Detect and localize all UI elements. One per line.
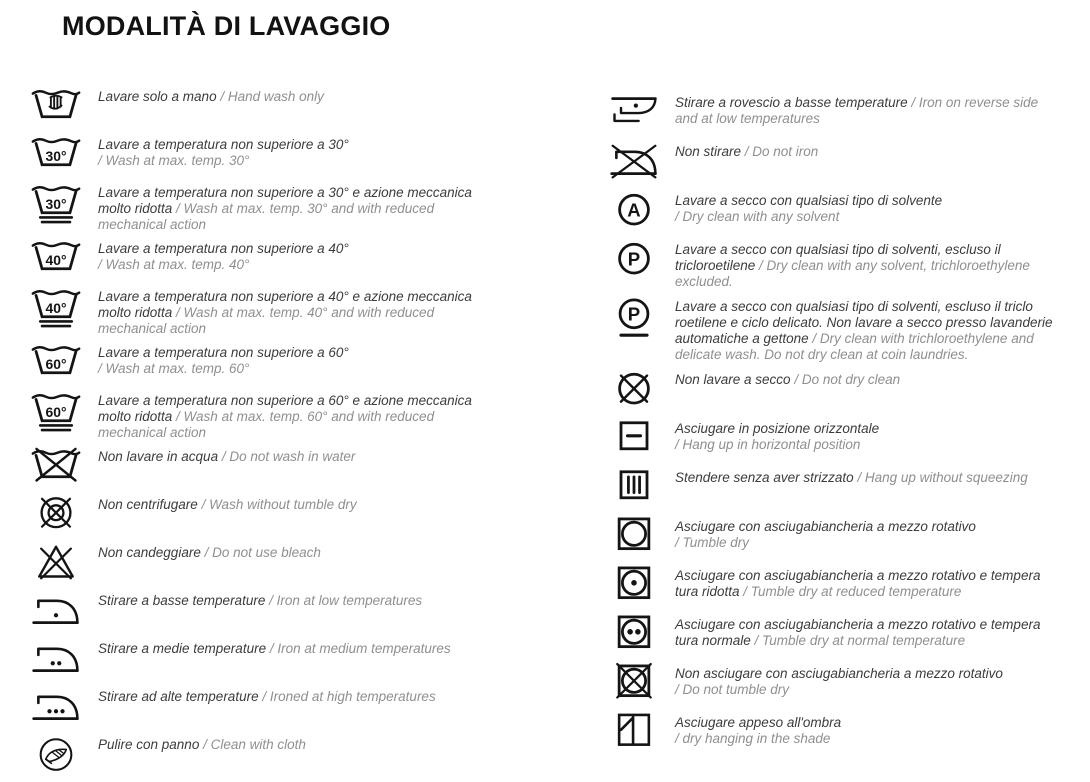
english-text: / Wash at max. temp. 40° and with reduced bbox=[176, 305, 435, 320]
description-line bbox=[675, 242, 1030, 258]
english-text: mechanical action bbox=[98, 217, 207, 232]
description-line bbox=[675, 315, 1052, 331]
wash-temp-reduced-icon bbox=[30, 182, 98, 225]
care-item-description bbox=[675, 369, 900, 388]
tumble-dry-normal-icon bbox=[608, 614, 675, 657]
english-text: / Iron at medium temperatures bbox=[269, 641, 451, 656]
english-text: / Do not wash in water bbox=[221, 449, 356, 464]
care-item-no-dry-clean bbox=[608, 369, 1086, 412]
care-item-description bbox=[675, 712, 841, 747]
english-text: / Wash without tumble dry bbox=[201, 497, 357, 512]
description-line bbox=[98, 305, 472, 321]
tumble-dry-icon bbox=[608, 516, 675, 559]
description-line bbox=[675, 666, 1003, 682]
drip-dry-icon bbox=[608, 467, 675, 510]
italian-text: tricloroetilene bbox=[675, 258, 760, 273]
description-line bbox=[675, 617, 1040, 633]
description-line bbox=[98, 89, 324, 105]
care-item-iron-reverse bbox=[608, 92, 1086, 135]
italian-text: Lavare a temperatura non superiore a 30° bbox=[98, 137, 349, 152]
svg-text:A: A bbox=[627, 199, 641, 221]
svg-text:P: P bbox=[627, 248, 641, 270]
description-line bbox=[98, 321, 472, 337]
italian-text: Asciugare con asciugabiancheria a mezzo rotativo bbox=[675, 519, 976, 534]
english-text: / Tumble dry bbox=[675, 535, 750, 550]
italian-text: Stirare ad alte temperature bbox=[98, 689, 263, 704]
care-item-description bbox=[98, 238, 349, 273]
italian-text: Stendere senza aver strizzato bbox=[675, 470, 858, 485]
english-text: / dry hanging in the shade bbox=[675, 731, 831, 746]
description-line bbox=[675, 421, 879, 437]
dry-clean-any-solvent-icon bbox=[608, 190, 675, 233]
english-text: / Clean with cloth bbox=[203, 737, 306, 752]
dry-clean-p-delicate-icon bbox=[608, 296, 675, 339]
no-dry-clean-icon bbox=[608, 369, 675, 412]
description-line bbox=[675, 682, 1003, 698]
english-text: / Do not use bleach bbox=[204, 545, 321, 560]
italian-text: automatiche a gettone bbox=[675, 331, 813, 346]
italian-text: Lavare solo a mano bbox=[98, 89, 221, 104]
description-line bbox=[98, 393, 472, 409]
description-line bbox=[98, 201, 472, 217]
care-item-wash-temp-reduced bbox=[30, 182, 560, 233]
italian-text: Lavare a temperatura non superiore a 60° e azione meccanica bbox=[98, 393, 472, 408]
care-item-description bbox=[675, 190, 942, 225]
care-item-description bbox=[675, 467, 1028, 486]
description-line bbox=[98, 497, 357, 513]
care-item-tumble-dry-normal bbox=[608, 614, 1086, 657]
english-text: / Dry clean with any solvent, trichloroethylene bbox=[759, 258, 1030, 273]
care-item-iron-medium bbox=[30, 638, 560, 681]
care-item-wash-temp-reduced bbox=[30, 390, 560, 441]
english-text: / Iron at low temperatures bbox=[269, 593, 423, 608]
italian-text: Lavare a secco con qualsiasi tipo di solvente bbox=[675, 193, 943, 208]
column-left bbox=[30, 86, 560, 782]
italian-text: Lavare a temperatura non superiore a 40° e azione meccanica bbox=[98, 289, 472, 304]
wash-temp-icon bbox=[30, 238, 98, 281]
care-item-drip-dry bbox=[608, 467, 1086, 510]
no-bleach-icon bbox=[30, 542, 98, 585]
care-item-iron-high bbox=[30, 686, 560, 729]
description-line bbox=[675, 347, 1052, 363]
description-line bbox=[675, 437, 879, 453]
english-text: / Tumble dry at reduced temperature bbox=[743, 584, 962, 599]
description-line bbox=[675, 111, 1038, 127]
svg-text:30°: 30° bbox=[45, 148, 67, 165]
wash-temp-reduced-icon bbox=[30, 286, 98, 329]
italian-text: tura normale bbox=[675, 633, 755, 648]
care-item-description bbox=[98, 638, 451, 657]
care-item-description bbox=[98, 542, 321, 561]
english-text: / Dry clean with trichloroethylene and bbox=[812, 331, 1034, 346]
description-line bbox=[675, 274, 1030, 290]
english-text: and at low temperatures bbox=[675, 111, 820, 126]
care-item-description bbox=[675, 663, 1003, 698]
iron-reverse-icon bbox=[608, 92, 675, 135]
description-line bbox=[675, 535, 976, 551]
italian-text: Non candeggiare bbox=[98, 545, 205, 560]
english-text: / Iron on reverse side bbox=[911, 95, 1039, 110]
svg-text:60°: 60° bbox=[45, 404, 67, 421]
description-line bbox=[98, 361, 349, 377]
care-item-wash-temp-reduced bbox=[30, 286, 560, 337]
english-text: / Wash at max. temp. 30° bbox=[98, 153, 250, 168]
care-item-description bbox=[98, 86, 324, 105]
english-text: / Do not dry clean bbox=[794, 372, 901, 387]
english-text: / Tumble dry at normal temperature bbox=[754, 633, 966, 648]
description-line bbox=[675, 193, 942, 209]
care-item-dry-clean-any-solvent bbox=[608, 190, 1086, 233]
description-line bbox=[98, 425, 472, 441]
description-line bbox=[98, 185, 472, 201]
care-item-wash-temp bbox=[30, 342, 560, 385]
dry-in-shade-icon bbox=[608, 712, 675, 755]
italian-text: Lavare a secco con qualsiasi tipo di solventi, escluso il triclo bbox=[675, 299, 1033, 314]
care-item-description bbox=[675, 418, 879, 453]
care-item-dry-clean-p-delicate bbox=[608, 296, 1086, 363]
description-line bbox=[98, 137, 349, 153]
care-item-description bbox=[98, 342, 349, 377]
description-line bbox=[675, 568, 1040, 584]
svg-text:30°: 30° bbox=[45, 196, 67, 213]
english-text: / Hang up without squeezing bbox=[857, 470, 1028, 485]
care-item-description bbox=[675, 516, 976, 551]
italian-text: Lavare a temperatura non superiore a 30° e azione meccanica bbox=[98, 185, 472, 200]
description-line bbox=[675, 731, 841, 747]
italian-text: molto ridotta bbox=[98, 409, 177, 424]
hand-wash-icon bbox=[30, 86, 98, 129]
iron-low-icon bbox=[30, 590, 98, 633]
svg-text:60°: 60° bbox=[45, 356, 67, 373]
description-line bbox=[675, 95, 1038, 111]
care-item-no-iron bbox=[608, 141, 1086, 184]
italian-text: molto ridotta bbox=[98, 305, 177, 320]
no-tumble-dry-icon bbox=[608, 663, 675, 706]
care-item-description bbox=[98, 494, 357, 513]
italian-text: Asciugare appeso all'ombra bbox=[675, 715, 842, 730]
care-item-wash-temp bbox=[30, 238, 560, 281]
english-text: / Wash at max. temp. 60° bbox=[98, 361, 250, 376]
description-line bbox=[98, 593, 422, 609]
english-text: / Wash at max. temp. 40° bbox=[98, 257, 250, 272]
english-text: / Ironed at high temperatures bbox=[262, 689, 436, 704]
care-item-description bbox=[98, 734, 306, 753]
italian-text: Lavare a secco con qualsiasi tipo di solventi, escluso il bbox=[675, 242, 1001, 257]
no-spin-icon bbox=[30, 494, 98, 537]
care-item-clean-with-cloth bbox=[30, 734, 560, 777]
description-line bbox=[98, 409, 472, 425]
description-line bbox=[675, 209, 942, 225]
page-title: MODALITÀ DI LAVAGGIO bbox=[62, 11, 391, 41]
care-item-description bbox=[98, 390, 472, 441]
description-line bbox=[675, 372, 900, 388]
no-iron-icon bbox=[608, 141, 675, 184]
italian-text: Non asciugare con asciugabiancheria a mezzo rotativo bbox=[675, 666, 1003, 681]
english-text: / Hand wash only bbox=[220, 89, 324, 104]
italian-text: Stirare a medie temperature bbox=[98, 641, 270, 656]
care-item-hand-wash bbox=[30, 86, 560, 129]
english-text: / Do not iron bbox=[744, 144, 819, 159]
wash-temp-icon bbox=[30, 134, 98, 177]
description-line bbox=[98, 257, 349, 273]
description-line bbox=[675, 144, 818, 160]
description-line bbox=[98, 737, 306, 753]
description-line bbox=[98, 641, 451, 657]
description-line bbox=[98, 217, 472, 233]
description-line bbox=[675, 633, 1040, 649]
italian-text: Asciugare con asciugabiancheria a mezzo rotativo e tempera bbox=[675, 617, 1041, 632]
care-item-description bbox=[98, 446, 355, 465]
care-item-description bbox=[98, 686, 436, 705]
care-item-tumble-dry bbox=[608, 516, 1086, 559]
description-line bbox=[98, 689, 436, 705]
italian-text: Stirare a basse temperature bbox=[98, 593, 270, 608]
italian-text: Lavare a temperatura non superiore a 40° bbox=[98, 241, 349, 256]
iron-high-icon bbox=[30, 686, 98, 729]
care-item-no-bleach bbox=[30, 542, 560, 585]
care-item-description bbox=[675, 92, 1038, 127]
description-line bbox=[675, 258, 1030, 274]
description-line bbox=[98, 449, 355, 465]
wash-temp-reduced-icon bbox=[30, 390, 98, 433]
description-line bbox=[675, 299, 1052, 315]
italian-text: Asciugare con asciugabiancheria a mezzo rotativo e tempera bbox=[675, 568, 1041, 583]
english-text: mechanical action bbox=[98, 321, 207, 336]
english-text: / Wash at max. temp. 60° and with reduced bbox=[176, 409, 435, 424]
description-line bbox=[675, 715, 841, 731]
wash-temp-icon bbox=[30, 342, 98, 385]
care-item-dry-flat bbox=[608, 418, 1086, 461]
description-line bbox=[98, 153, 349, 169]
no-wash-icon bbox=[30, 446, 98, 489]
svg-text:40°: 40° bbox=[45, 252, 67, 269]
italian-text: Lavare a temperatura non superiore a 60° bbox=[98, 345, 349, 360]
clean-with-cloth-icon bbox=[30, 734, 98, 777]
dry-clean-p-icon bbox=[608, 239, 675, 282]
care-item-no-tumble-dry bbox=[608, 663, 1086, 706]
dry-flat-icon bbox=[608, 418, 675, 461]
care-item-tumble-dry-low bbox=[608, 565, 1086, 608]
care-item-wash-temp bbox=[30, 134, 560, 177]
care-item-no-spin bbox=[30, 494, 560, 537]
english-text: / Hang up in horizontal position bbox=[675, 437, 861, 452]
english-text: excluded. bbox=[675, 274, 733, 289]
svg-text:P: P bbox=[627, 303, 641, 325]
italian-text: Non stirare bbox=[675, 144, 745, 159]
italian-text: Non centrifugare bbox=[98, 497, 202, 512]
care-item-dry-clean-p bbox=[608, 239, 1086, 290]
care-item-description bbox=[675, 141, 818, 160]
care-item-description bbox=[98, 286, 472, 337]
italian-text: molto ridotta bbox=[98, 201, 177, 216]
care-item-description bbox=[675, 239, 1030, 290]
italian-text: Non lavare in acqua bbox=[98, 449, 222, 464]
italian-text: Pulire con panno bbox=[98, 737, 204, 752]
description-line bbox=[675, 584, 1040, 600]
description-line bbox=[98, 545, 321, 561]
english-text: / Do not tumble dry bbox=[675, 682, 790, 697]
care-item-description bbox=[675, 565, 1040, 600]
italian-text: tura ridotta bbox=[675, 584, 744, 599]
description-line bbox=[98, 345, 349, 361]
english-text: delicate wash. Do not dry clean at coin laundries. bbox=[675, 347, 969, 362]
care-item-description bbox=[675, 614, 1040, 649]
italian-text: Asciugare in posizione orizzontale bbox=[675, 421, 880, 436]
iron-medium-icon bbox=[30, 638, 98, 681]
description-line bbox=[675, 470, 1028, 486]
care-item-description bbox=[675, 296, 1052, 363]
description-line bbox=[98, 241, 349, 257]
english-text: mechanical action bbox=[98, 425, 207, 440]
tumble-dry-low-icon bbox=[608, 565, 675, 608]
italian-text: roetilene e ciclo delicato. Non lavare a secco presso lavanderie bbox=[675, 315, 1053, 330]
column-right bbox=[608, 92, 1086, 761]
care-item-description bbox=[98, 182, 472, 233]
italian-text: Stirare a rovescio a basse temperature bbox=[675, 95, 912, 110]
svg-text:40°: 40° bbox=[45, 300, 67, 317]
english-text: / Wash at max. temp. 30° and with reduced bbox=[176, 201, 435, 216]
care-item-description bbox=[98, 134, 349, 169]
english-text: / Dry clean with any solvent bbox=[675, 209, 840, 224]
care-item-no-wash bbox=[30, 446, 560, 489]
care-item-dry-in-shade bbox=[608, 712, 1086, 755]
description-line bbox=[675, 519, 976, 535]
description-line bbox=[675, 331, 1052, 347]
care-item-description bbox=[98, 590, 422, 609]
description-line bbox=[98, 289, 472, 305]
italian-text: Non lavare a secco bbox=[675, 372, 795, 387]
care-item-iron-low bbox=[30, 590, 560, 633]
